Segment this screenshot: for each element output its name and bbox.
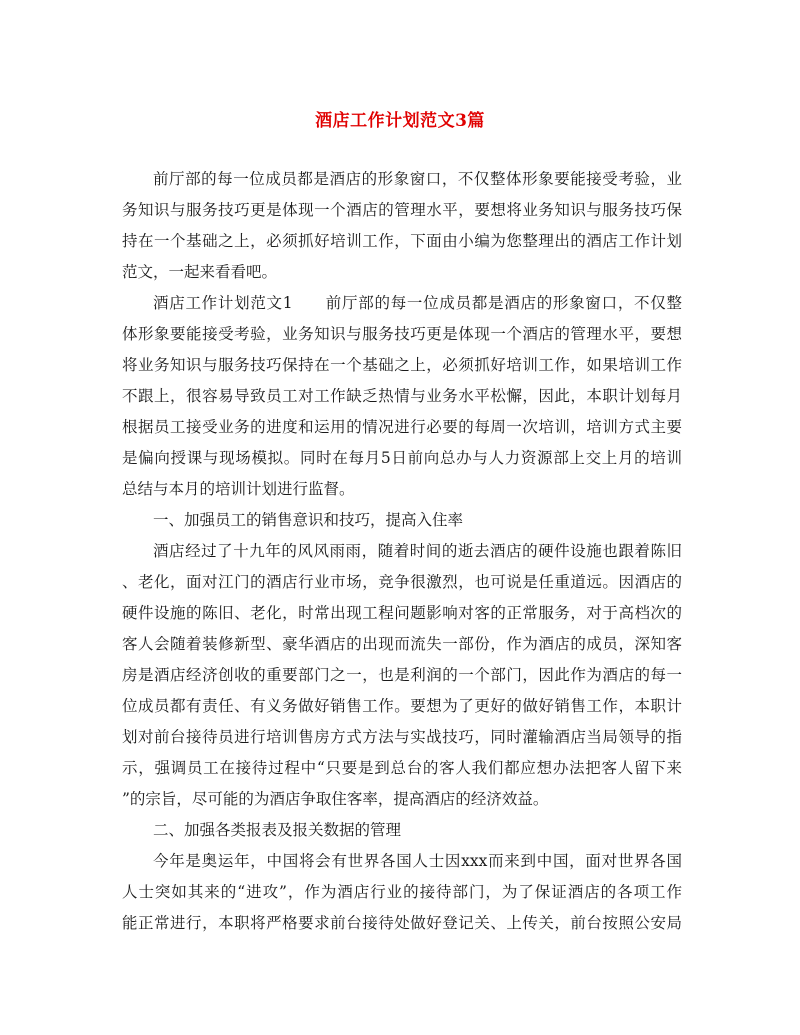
document-title: 酒店工作计划范文3篇 [315,111,485,131]
body-line: 是偏向授课与现场模拟。同时在每月5日前向总办与人力资源部上交上月的培训 [122,449,682,467]
body-line: 客人会随着装修新型、豪华酒店的出现而流失一部份，作为酒店的成员，深知客 [122,635,682,653]
body-line: 酒店工作计划范文1 前厅部的每一位成员都是酒店的形象窗口，不仅整 [153,294,682,312]
body-line: ”的宗旨，尽可能的为酒店争取住客率，提高酒店的经济效益。 [122,790,549,808]
body-line: 不跟上，很容易导致员工对工作缺乏热情与业务水平松懈，因此，本职计划每月 [122,387,682,405]
document-body [122,164,682,939]
body-line: 位成员都有责任、有义务做好销售工作。要想为了更好的做好销售工作，本职计 [122,697,682,715]
body-line: 今年是奥运年，中国将会有世界各国人士因xxx而来到中国，面对世界各国 [153,852,682,870]
body-line: 持在一个基础之上，必须抓好培训工作，下面由小编为您整理出的酒店工作计划 [122,232,682,250]
body-line: 划对前台接待员进行培训售房方式方法与实战技巧，同时灌输酒店当局领导的指 [122,728,682,746]
body-line: 示，强调员工在接待过程中“只要是到总台的客人我们都应想办法把客人留下来 [122,759,682,777]
body-line: 硬件设施的陈旧、老化，时常出现工程问题影响对客的正常服务，对于高档次的 [122,604,682,622]
body-line: 二、加强各类报表及报关数据的管理 [153,821,402,839]
body-line: 人士突如其来的“进攻”，作为酒店行业的接待部门，为了保证酒店的各项工作 [122,883,682,901]
body-line: 房是酒店经济创收的重要部门之一，也是利润的一个部门，因此作为酒店的每一 [122,666,682,684]
body-line: 范文，一起来看看吧。 [122,263,278,281]
body-line: 总结与本月的培训计划进行监督。 [122,480,355,498]
body-line: 体形象要能接受考验，业务知识与服务技巧更是体现一个酒店的管理水平，要想 [122,325,682,343]
body-line: 能正常进行，本职将严格要求前台接待处做好登记关、上传关，前台按照公安局 [122,914,682,932]
body-line: 根据员工接受业务的进度和运用的情况进行必要的每周一次培训，培训方式主要 [122,418,682,436]
body-line: 酒店经过了十九年的风风雨雨，随着时间的逝去酒店的硬件设施也跟着陈旧 [153,542,682,560]
body-line: 、老化，面对江门的酒店行业市场，竞争很激烈，也可说是任重道远。因酒店的 [122,573,682,591]
body-line: 将业务知识与服务技巧保持在一个基础之上，必须抓好培训工作，如果培训工作 [122,356,682,374]
body-line: 前厅部的每一位成员都是酒店的形象窗口，不仅整体形象要能接受考验，业 [153,170,682,188]
body-line: 务知识与服务技巧更是体现一个酒店的管理水平，要想将业务知识与服务技巧保 [122,201,682,219]
body-line: 一、加强员工的销售意识和技巧，提高入住率 [153,511,464,529]
